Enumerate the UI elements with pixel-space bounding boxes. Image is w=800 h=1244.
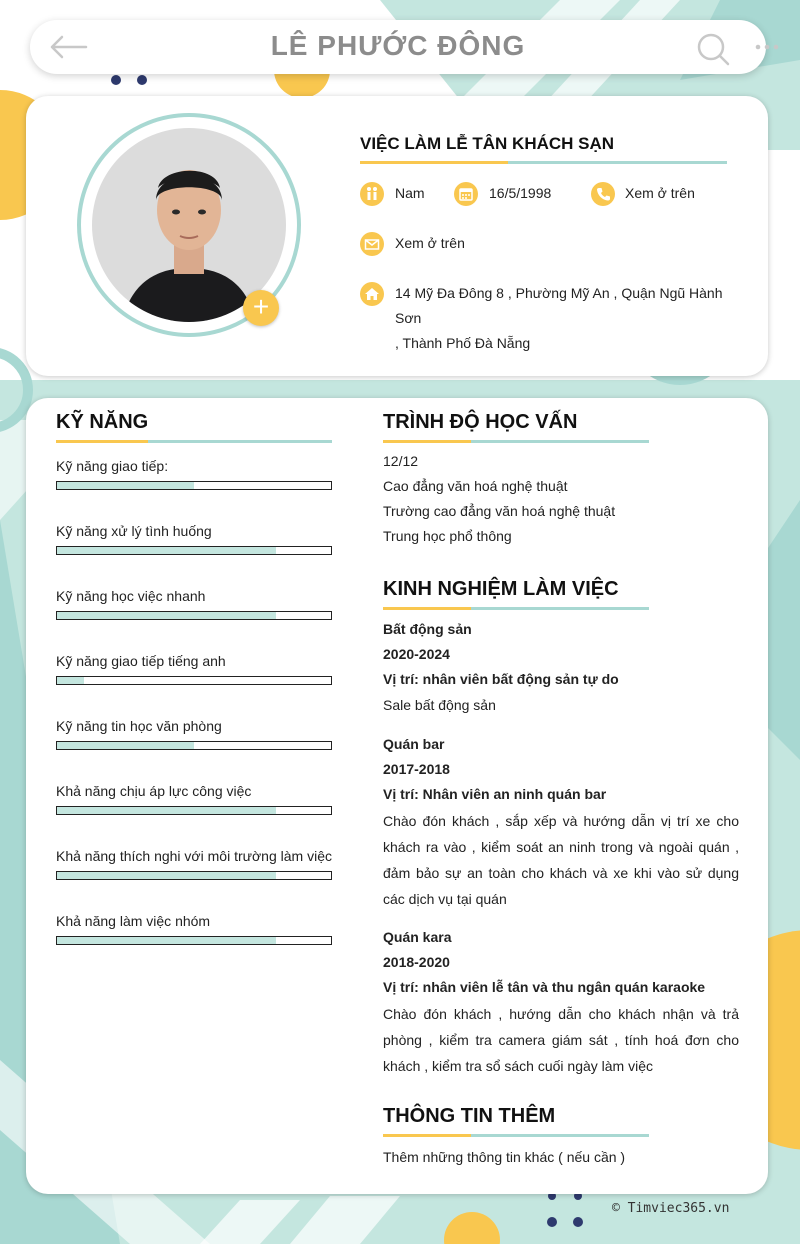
experience-period: 2017-2018: [383, 761, 450, 777]
skill-level-bar: [56, 546, 332, 555]
add-photo-button[interactable]: [243, 290, 279, 326]
skill-level-fill: [57, 742, 194, 749]
skill-item: [56, 523, 332, 539]
skill-item: [56, 653, 332, 669]
extra-text: Thêm những thông tin khác ( nếu cần ): [383, 1149, 626, 1165]
skill-level-bar: [56, 481, 332, 490]
skill-level-bar: [56, 936, 332, 945]
skill-label: Kỹ năng học việc nhanh: [56, 588, 206, 604]
experience-period: 2018-2020: [383, 954, 450, 970]
education-line: Trung học phổ thông: [383, 528, 512, 544]
skill-label: Kỹ năng giao tiếp tiếng anh: [56, 653, 226, 669]
email-value: Xem ở trên: [395, 235, 465, 251]
skill-level-bar: [56, 806, 332, 815]
page-title: LÊ PHƯỚC ĐÔNG: [270, 30, 526, 61]
skill-level-bar: [56, 741, 332, 750]
gender-value: Nam: [395, 185, 425, 201]
skill-level-bar: [56, 611, 332, 620]
skill-level-fill: [57, 612, 276, 619]
skill-item: [56, 458, 332, 474]
education-content: [383, 449, 739, 549]
skill-item: [56, 718, 332, 734]
skill-label: Khả năng thích nghi với môi trường làm việc: [56, 848, 332, 864]
skill-label: Khả năng làm việc nhóm: [56, 913, 211, 929]
skill-item: [56, 848, 332, 864]
skill-level-bar: [56, 871, 332, 880]
skill-item: [56, 588, 332, 604]
address-line-2: , Thành Phố Đà Nẵng: [395, 335, 531, 351]
experience-title-underline: [383, 607, 649, 610]
birthday-value: 16/5/1998: [489, 185, 552, 201]
phone-value: Xem ở trên: [625, 185, 695, 201]
skill-label: Kỹ năng tin học văn phòng: [56, 718, 222, 734]
address-line-1: 14 Mỹ Đa Đông 8 , Phường Mỹ An , Quận Ngũ Hành Sơn: [395, 285, 723, 326]
education-line: 12/12: [383, 453, 419, 469]
job-title-underline: [360, 161, 727, 164]
copyright-footer: © Timviec365.vn: [612, 1201, 730, 1216]
experience-item: [383, 732, 739, 912]
content-card: [26, 398, 768, 1194]
skill-label: Kỹ năng xử lý tình huống: [56, 523, 212, 539]
experience-period: 2020-2024: [383, 646, 450, 662]
phone-icon: [591, 182, 615, 206]
skill-level-fill: [57, 677, 84, 684]
skill-level-fill: [57, 807, 276, 814]
skill-level-fill: [57, 937, 276, 944]
skill-item: [56, 783, 332, 799]
email-icon: [360, 232, 384, 256]
experience-item: [383, 925, 739, 1079]
extra-content: [383, 1145, 739, 1170]
skill-level-bar: [56, 676, 332, 685]
experience-item: [383, 617, 739, 718]
calendar-icon: [454, 182, 478, 206]
more-icon[interactable]: [752, 34, 782, 60]
skill-level-fill: [57, 547, 276, 554]
skill-item: [56, 913, 332, 929]
skill-label: Kỹ năng giao tiếp:: [56, 458, 169, 474]
experience-position: Vị trí: nhân viên bất động sản tự do: [383, 671, 619, 687]
experience-description: Chào đón khách , sắp xếp và hướng dẫn vị trí xe cho khách ra vào , kiểm soát an ninh trong và ngoài quán , đảm bảo sự an toàn cho khách và xe khi vào sử dụng các dịch vụ tại quán: [383, 813, 739, 907]
experience-company: Bất động sản: [383, 621, 472, 637]
address: [395, 281, 745, 356]
experience-description: Sale bất động sản: [383, 697, 496, 713]
skill-level-fill: [57, 482, 194, 489]
skill-label: Khả năng chịu áp lực công việc: [56, 783, 252, 799]
education-line: Cao đẳng văn hoá nghệ thuật: [383, 478, 568, 494]
education-title-underline: [383, 440, 649, 443]
search-icon[interactable]: [696, 32, 730, 66]
experience-title: KINH NGHIỆM LÀM VIỆC: [383, 578, 619, 600]
experience-position: Vị trí: Nhân viên an ninh quán bar: [383, 786, 607, 802]
experience-description: Chào đón khách , hướng dẫn cho khách nhận và trả phòng , kiểm tra camera giám sát , tính hoá đơn cho khách , kiểm tra sổ sách cuối ngày làm việc: [383, 1006, 739, 1074]
education-line: Trường cao đẳng văn hoá nghệ thuật: [383, 503, 616, 519]
header-bar: [30, 20, 766, 74]
plus-icon: +: [252, 291, 270, 322]
skill-level-fill: [57, 872, 276, 879]
experience-company: Quán bar: [383, 736, 445, 752]
gender-icon: [360, 182, 384, 206]
experience-position: Vị trí: nhân viên lễ tân và thu ngân quán karaoke: [383, 979, 706, 995]
home-icon: [360, 282, 384, 306]
job-title: VIỆC LÀM LỄ TÂN KHÁCH SẠN: [360, 134, 615, 153]
skills-title: KỸ NĂNG: [56, 411, 149, 433]
skills-title-underline: [56, 440, 332, 443]
education-title: TRÌNH ĐỘ HỌC VẤN: [383, 411, 578, 433]
experience-company: Quán kara: [383, 929, 452, 945]
profile-card: [26, 96, 768, 376]
extra-title-underline: [383, 1134, 649, 1137]
extra-title: THÔNG TIN THÊM: [383, 1105, 556, 1127]
